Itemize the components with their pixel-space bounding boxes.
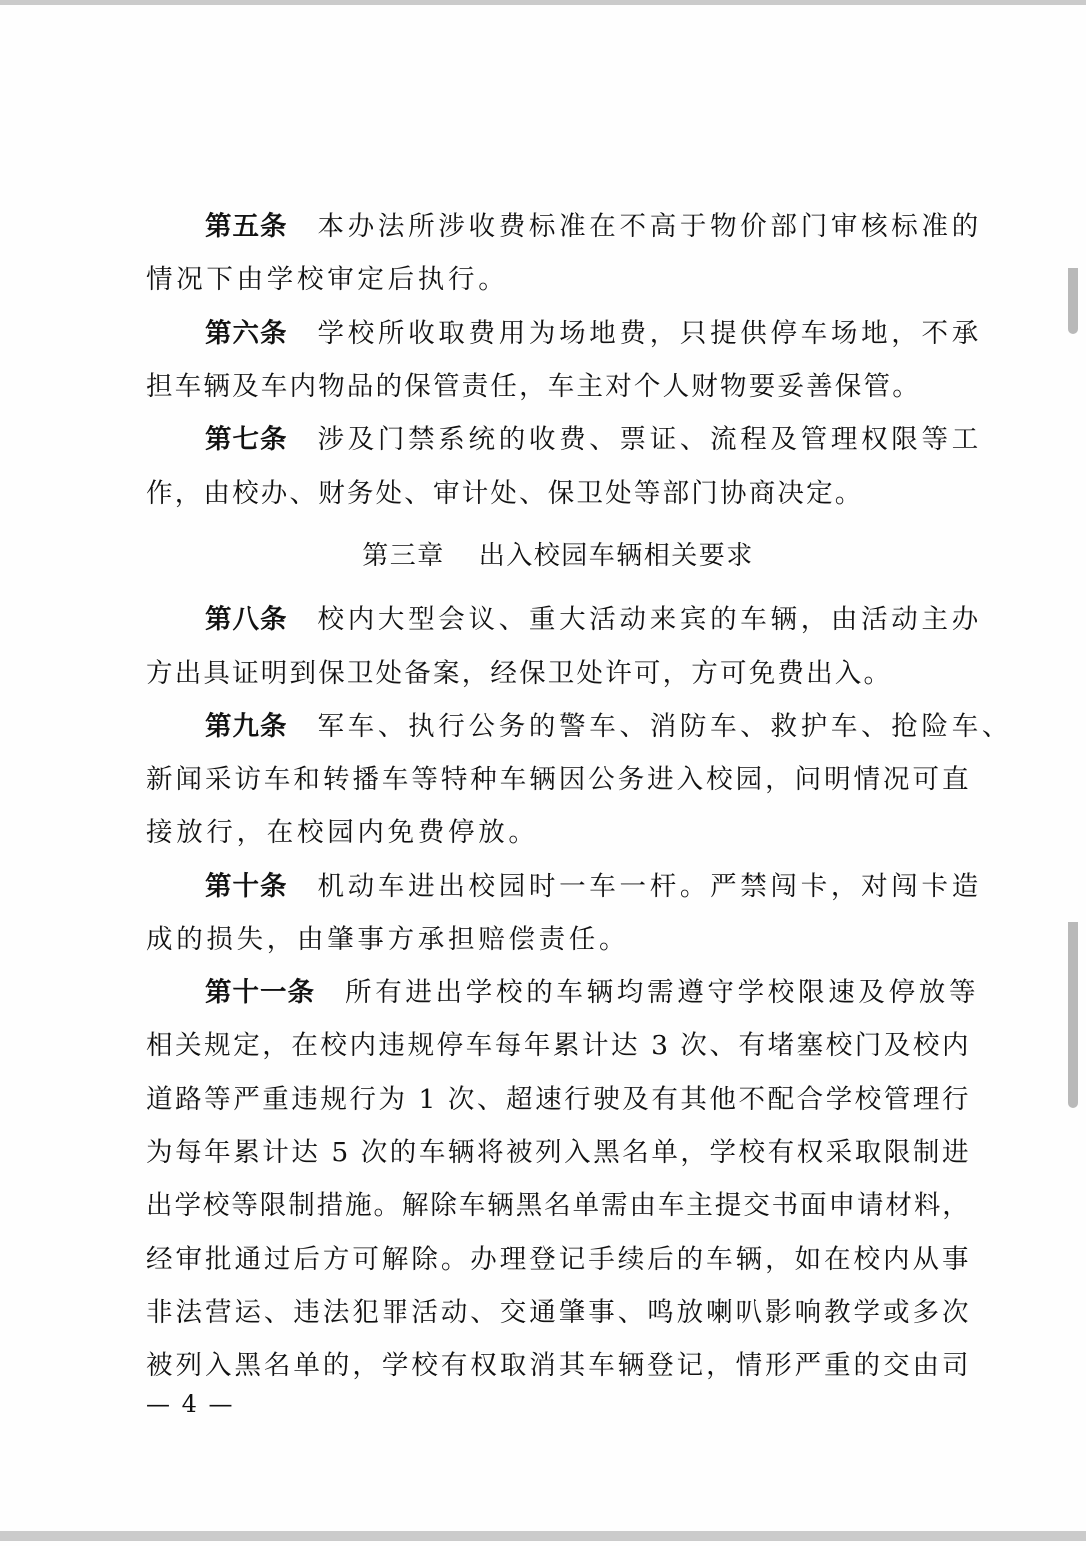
- bottom-edge-bar: [0, 1531, 1086, 1541]
- top-edge-bar: [0, 0, 1086, 5]
- article-8-line-1: 第八条 校内大型会议、重大活动来宾的车辆，由活动主办: [205, 604, 982, 635]
- article-11-line-1: 第十一条 所有进出学校的车辆均需遵守学校限速及停放等: [205, 977, 980, 1008]
- article-11-line-7: 非法营运、违法犯罪活动、交通肇事、鸣放喇叭影响教学或多次: [146, 1297, 970, 1328]
- article-6-line-2: 担车辆及车内物品的保管责任，车主对个人财物要妥善保管。: [146, 371, 921, 402]
- article-6-line-1: 第六条 学校所收取费用为场地费，只提供停车场地，不承: [205, 318, 982, 349]
- article-7-line-2: 作，由校办、财务处、审计处、保卫处等部门协商决定。: [146, 478, 864, 509]
- article-11-line-4: 为每年累计达 5 次的车辆将被列入黑名单，学校有权采取限制进: [146, 1137, 970, 1168]
- scrollbar-thumb-upper[interactable]: [1068, 268, 1078, 334]
- chapter-title: 出入校园车辆相关要求: [478, 541, 754, 571]
- chapter-heading: [146, 536, 970, 576]
- article-8-line-2: 方出具证明到保卫处备案，经保卫处许可，方可免费出入。: [146, 658, 893, 689]
- article-9-line-3: 接放行，在校园内免费停放。: [146, 817, 539, 848]
- article-9-line-1: 第九条 军车、执行公务的警车、消防车、救护车、抢险车、: [205, 711, 1013, 742]
- page-number: — 4 —: [146, 1390, 235, 1418]
- article-11-line-8: 被列入黑名单的，学校有权取消其车辆登记，情形严重的交由司: [146, 1350, 970, 1381]
- article-label: 第九条: [205, 711, 288, 742]
- article-11-line-6: 经审批通过后方可解除。办理登记手续后的车辆，如在校内从事: [146, 1244, 970, 1275]
- article-11-line-5: 出学校等限制措施。解除车辆黑名单需由车主提交书面申请材料，: [146, 1190, 970, 1221]
- article-label: 第五条: [205, 211, 288, 242]
- article-10-line-2: 成的损失，由肇事方承担赔偿责任。: [146, 924, 630, 955]
- article-label: 第七条: [205, 424, 288, 455]
- article-label: 第十条: [205, 871, 288, 902]
- scrollbar-thumb-lower[interactable]: [1068, 922, 1078, 1108]
- article-label: 第六条: [205, 318, 288, 349]
- article-5-line-1: 第五条 本办法所涉收费标准在不高于物价部门审核标准的: [205, 211, 982, 242]
- article-7-line-1: 第七条 涉及门禁系统的收费、票证、流程及管理权限等工: [205, 424, 982, 455]
- article-11-line-3: 道路等严重违规行为 1 次、超速行驶及有其他不配合学校管理行: [146, 1084, 970, 1115]
- article-5-line-2: 情况下由学校审定后执行。: [146, 264, 509, 295]
- article-label: 第八条: [205, 604, 288, 635]
- article-10-line-1: 第十条 机动车进出校园时一车一杆。严禁闯卡，对闯卡造: [205, 871, 982, 902]
- chapter-number: 第三章: [362, 541, 445, 571]
- article-11-line-2: 相关规定，在校内违规停车每年累计达 3 次、有堵塞校门及校内: [146, 1030, 970, 1061]
- article-label: 第十一条: [205, 977, 315, 1008]
- article-9-line-2: 新闻采访车和转播车等特种车辆因公务进入校园，问明情况可直: [146, 764, 970, 795]
